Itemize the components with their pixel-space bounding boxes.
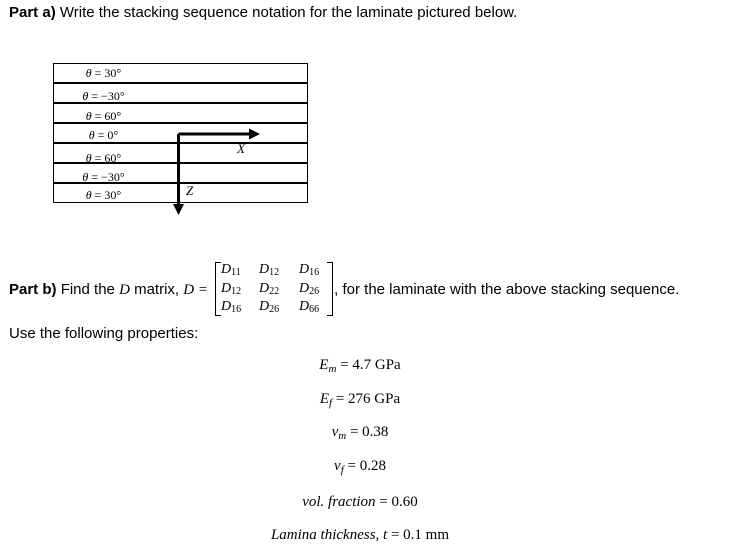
prop-vm-value: = 0.38 bbox=[349, 424, 389, 440]
matrix-cell: $D_{66}$ bbox=[299, 299, 320, 315]
ply-7: θ = 30° bbox=[53, 183, 308, 203]
part-a-label: Part a) bbox=[9, 4, 56, 21]
d-symbol: D bbox=[119, 282, 130, 298]
prop-vm-sub: m bbox=[338, 430, 347, 442]
prop-vol-symbol: vol. fraction bbox=[302, 494, 376, 510]
use-properties-text: Use the following properties: bbox=[9, 325, 199, 342]
prop-vf-value: = 0.28 bbox=[347, 458, 386, 474]
prop-ef-sub: f bbox=[329, 397, 333, 409]
prop-vf bbox=[230, 458, 490, 476]
prop-vm-symbol: ν bbox=[331, 424, 339, 440]
prop-ef-symbol: E bbox=[319, 391, 330, 407]
part-b-label: Part b) bbox=[9, 281, 57, 298]
part-b-text-before: Find the bbox=[60, 281, 115, 298]
ply-2: θ = −30° bbox=[53, 83, 308, 103]
matrix-cell: $D_{12}$ bbox=[221, 281, 242, 297]
prop-em-value: = 4.7 GPa bbox=[340, 357, 401, 373]
ply-5-angle: = 60° bbox=[94, 151, 122, 165]
prop-ef bbox=[230, 391, 490, 409]
z-arrowhead-icon bbox=[173, 204, 184, 215]
part-b-text-matrix: matrix, bbox=[134, 281, 180, 298]
prop-ef-value: = 276 GPa bbox=[335, 391, 401, 407]
ply-3: θ = 60° bbox=[53, 103, 308, 123]
d-equals: D = bbox=[183, 282, 208, 298]
prop-vol-value: = 0.60 bbox=[379, 494, 418, 510]
part-a-text: Write the stacking sequence notation for the laminate pictured below. bbox=[59, 4, 518, 21]
z-axis-label: Z bbox=[186, 183, 194, 198]
matrix-cell: $D_{16}$ bbox=[299, 262, 320, 278]
prop-vf-symbol: ν bbox=[334, 458, 341, 474]
ply-1-angle: = 30° bbox=[94, 66, 122, 80]
prop-vm bbox=[230, 424, 490, 442]
matrix-right-bracket bbox=[327, 262, 333, 316]
matrix-cell: $D_{26}$ bbox=[259, 299, 280, 315]
part-b-text-after: , for the laminate with the above stacking sequence. bbox=[334, 281, 680, 298]
ply-2-angle: = −30° bbox=[91, 89, 125, 103]
prop-em bbox=[230, 357, 490, 375]
ply-7-angle: = 30° bbox=[94, 188, 122, 202]
x-arrowhead-icon bbox=[249, 129, 260, 140]
matrix-cell: $D_{11}$ bbox=[221, 262, 241, 278]
prop-thick-value: = 0.1 mm bbox=[390, 527, 450, 543]
prop-lamina-thickness bbox=[230, 527, 490, 544]
ply-3-angle: = 60° bbox=[94, 109, 122, 123]
ply-4-angle: = 0° bbox=[97, 128, 119, 142]
prop-em-symbol: E bbox=[319, 357, 329, 373]
d-matrix bbox=[215, 261, 333, 317]
ply-1: θ = 30° bbox=[53, 63, 308, 83]
matrix-cell: $D_{12}$ bbox=[259, 262, 280, 278]
ply-6: θ = −30° bbox=[53, 163, 308, 183]
matrix-cell: $D_{26}$ bbox=[299, 281, 320, 297]
ply-5: θ = 60° bbox=[53, 143, 308, 163]
axes-overlay bbox=[53, 63, 308, 218]
laminate-diagram bbox=[53, 63, 308, 204]
part-a-question bbox=[9, 4, 517, 21]
x-axis-label: X bbox=[237, 141, 245, 156]
prop-thick-symbol: Lamina thickness, t bbox=[270, 527, 388, 543]
ply-4: θ = 0° bbox=[53, 123, 308, 143]
part-b-question bbox=[9, 281, 679, 299]
prop-em-sub: m bbox=[328, 363, 337, 375]
matrix-cell: $D_{22}$ bbox=[259, 281, 280, 297]
prop-vf-sub: f bbox=[340, 464, 344, 476]
prop-vol-fraction bbox=[230, 494, 490, 511]
ply-6-angle: = −30° bbox=[91, 170, 125, 184]
matrix-cell: $D_{16}$ bbox=[221, 299, 242, 315]
